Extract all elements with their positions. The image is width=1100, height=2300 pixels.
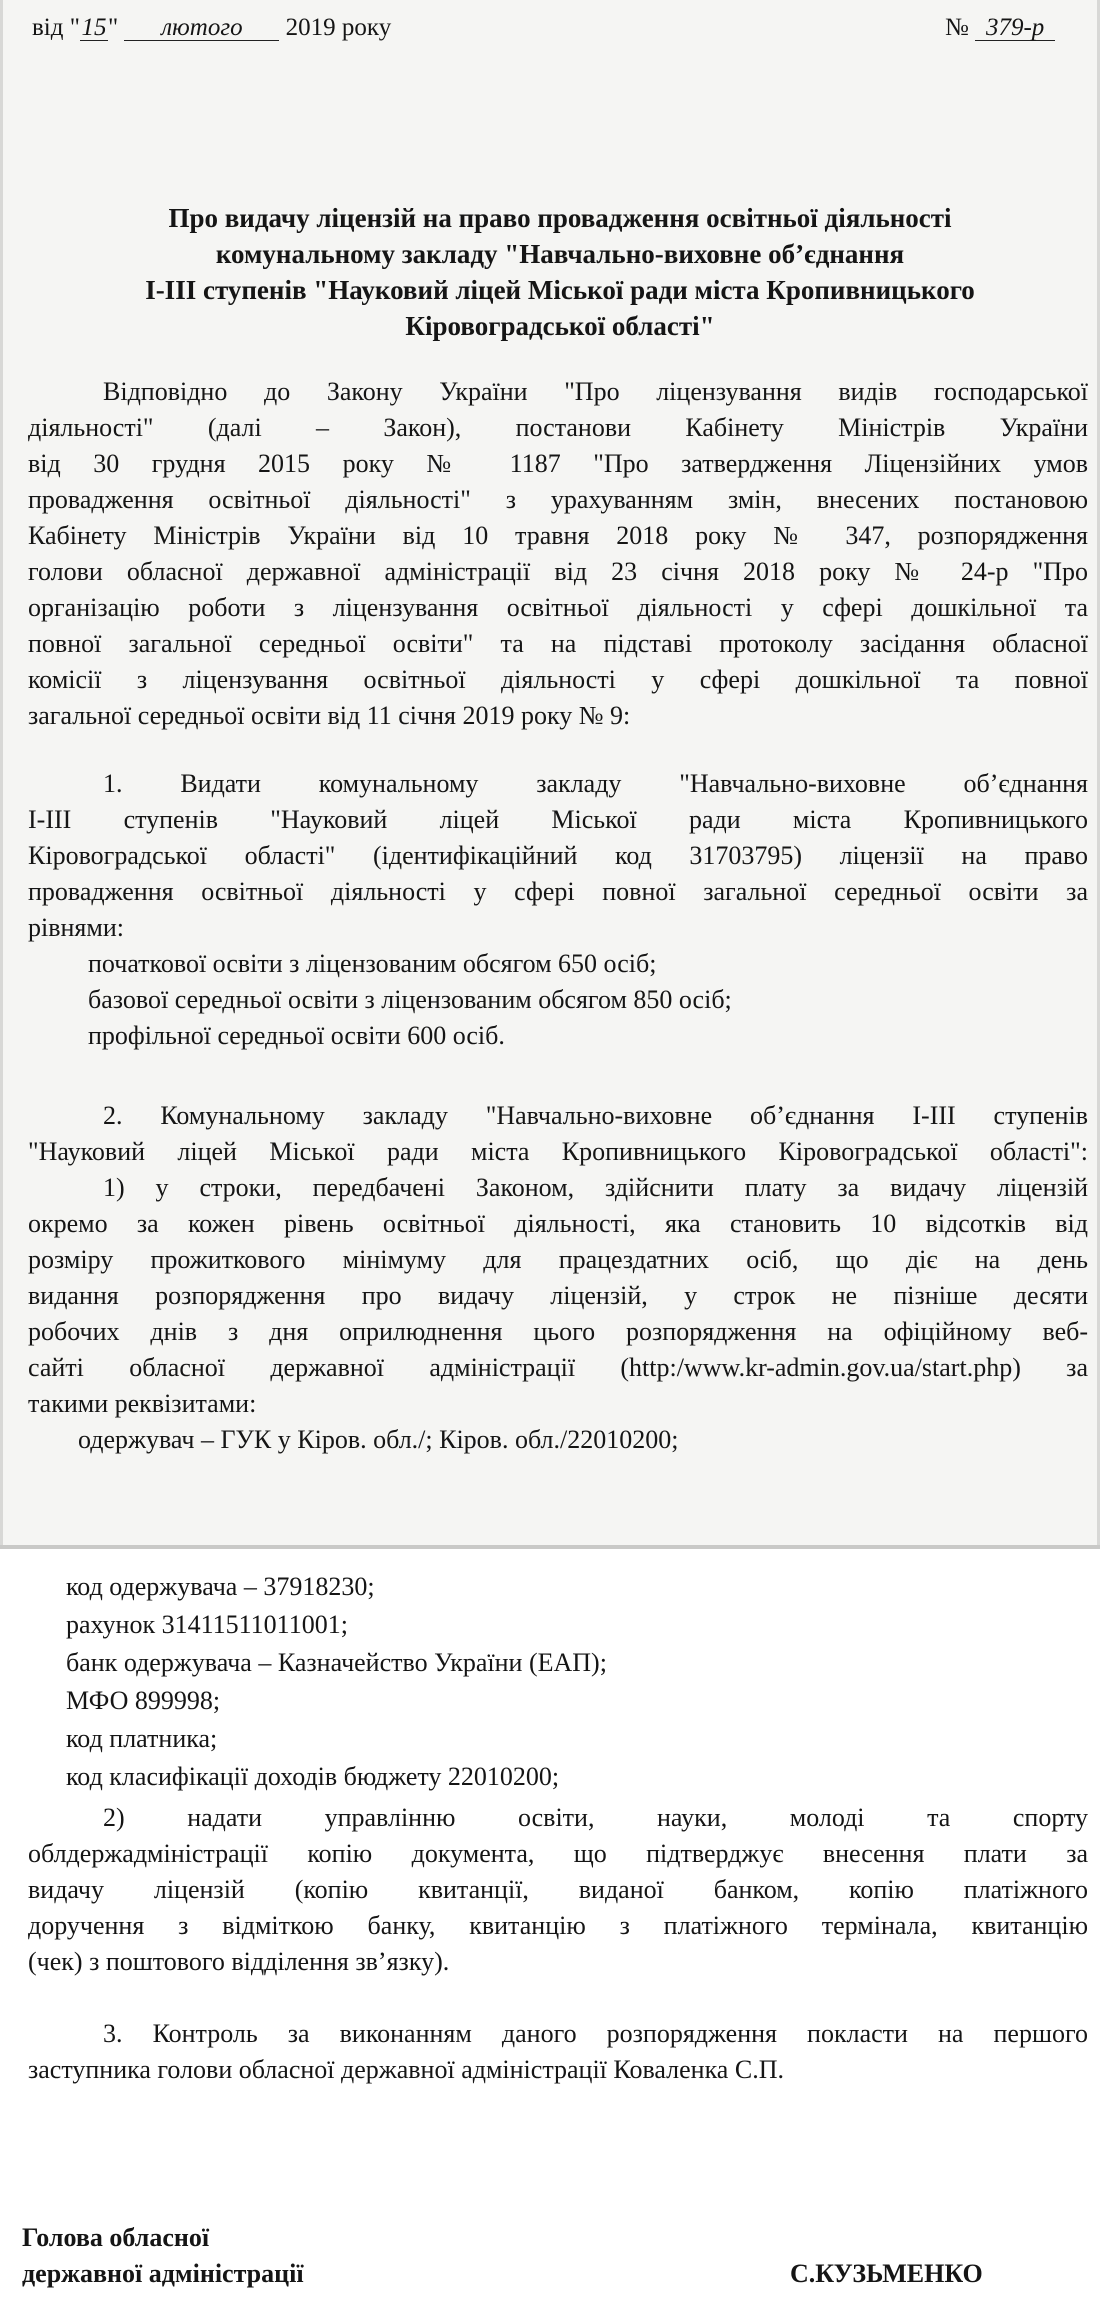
text-line: Відповідно до Закону України "Про ліцензування видів господарської	[103, 377, 1088, 406]
date-prefix: від "	[32, 14, 80, 41]
requisite-account: рахунок 31411511011001;	[66, 1610, 348, 1639]
date-year: 2019 року	[285, 14, 392, 41]
text-line: 1) у строки, передбачені Законом, здійснити плату за видачу ліцензій	[103, 1173, 1088, 1202]
number-value: 379-р	[975, 16, 1055, 41]
text-line: облдержадміністрації копію документа, що підтверджує внесення плати за	[28, 1839, 1088, 1868]
text-line: провадження освітньої діяльності у сфері повної загальної середньої освіти за	[28, 877, 1088, 906]
text-line: І-ІІІ ступенів "Науковий ліцей Міської ради міста Кропивницького	[28, 805, 1088, 834]
title-line: комунальному закладу "Навчально-виховне об’єднання	[215, 239, 905, 269]
number-label: №	[945, 14, 969, 41]
text-line: провадження освітньої діяльності" з урахуванням змін, внесених постановою	[28, 485, 1088, 514]
requisites-list	[66, 1568, 607, 1796]
text-line: діяльності" (далі – Закон), постанови Кабінету Міністрів України	[28, 413, 1088, 442]
text-line: рівнями:	[28, 913, 124, 942]
requisite-budget-code: код класифікації доходів бюджету 22010200;	[66, 1762, 560, 1791]
preamble-paragraph	[28, 374, 1088, 734]
title-line: Про видачу ліцензій на право провадження освітньої діяльності	[168, 203, 952, 233]
text-line: Кіровоградської області" (ідентифікаційний код 31703795) ліцензії на право	[28, 841, 1088, 870]
document-title	[95, 200, 1025, 344]
level-item: базової середньої освіти з ліцензованим обсягом 850 осіб;	[88, 985, 732, 1014]
text-line: такими реквізитами:	[28, 1389, 257, 1418]
text-line: Кабінету Міністрів України від 10 травня 2018 року № 347, розпорядження	[28, 521, 1088, 550]
text-line: видачу ліцензій (копію квитанції, виданої банком, копію платіжного	[28, 1875, 1088, 1904]
text-line: "Науковий ліцей Міської ради міста Кропивницького Кіровоградської області":	[28, 1137, 1088, 1166]
requisite-payer-code: код платника;	[66, 1724, 218, 1753]
text-line: 2) надати управлінню освіти, науки, молоді та спорту	[103, 1803, 1088, 1832]
text-line: голови обласної державної адміністрації від 23 січня 2018 року № 24-р "Про	[28, 557, 1088, 586]
title-line: Кіровоградської області"	[405, 311, 715, 341]
text-line: робочих днів з дня оприлюднення цього розпорядження на офіційному веб-	[28, 1317, 1088, 1346]
title-line: І-ІІІ ступенів "Науковий ліцей Міської ради міста Кропивницького	[145, 275, 975, 305]
level-item: профільної середньої освіти 600 осіб.	[88, 1021, 505, 1050]
text-line: доручення з відміткою банку, квитанцію з платіжного термінала, квитанцію	[28, 1911, 1088, 1940]
text-line: заступника голови обласної державної адміністрації Коваленка С.П.	[28, 2055, 784, 2084]
date-month: лютого	[124, 16, 279, 41]
text-line: окремо за кожен рівень освітньої діяльності, яка становить 10 відсотків від	[28, 1209, 1088, 1238]
order-number	[945, 14, 1055, 42]
requisite-mfo: МФО 899998;	[66, 1686, 221, 1715]
requisite-bank: банк одержувача – Казначейство України (ЕАП);	[66, 1648, 607, 1677]
text-line: загальної середньої освіти від 11 січня 2019 року № 9:	[28, 701, 631, 730]
text-line: 3. Контроль за виконанням даного розпорядження покласти на першого	[103, 2019, 1088, 2048]
order-date	[32, 14, 391, 42]
text-line: 2. Комунальному закладу "Навчально-виховне об’єднання І-ІІІ ступенів	[103, 1101, 1088, 1130]
requisite-recipient: одержувач – ГУК у Кіров. обл./; Кіров. обл./22010200;	[78, 1425, 679, 1454]
text-line: 1. Видати комунальному закладу "Навчально-виховне об’єднання	[103, 769, 1088, 798]
date-quote: "	[107, 14, 119, 41]
level-item: початкової освіти з ліцензованим обсягом 650 осіб;	[88, 949, 657, 978]
text-line: організацію роботи з ліцензування освітньої діяльності у сфері дошкільної та	[28, 593, 1088, 622]
page-divider	[0, 1545, 1100, 1549]
text-line: розміру прожиткового мінімуму для працездатних осіб, що діє на день	[28, 1245, 1088, 1274]
text-line: (чек) з поштового відділення зв’язку).	[28, 1947, 450, 1976]
position-line: Голова обласної	[22, 2223, 210, 2252]
date-day: 15	[81, 14, 107, 41]
text-line: сайті обласної державної адміністрації (http:/www.kr-admin.gov.ua/start.php) за	[28, 1353, 1088, 1382]
item-2	[28, 1098, 1088, 1458]
text-line: від 30 грудня 2015 року № 1187 "Про затвердження Ліцензійних умов	[28, 449, 1088, 478]
text-line: повної загальної середньої освіти" та на підставі протоколу засідання обласної	[28, 629, 1088, 658]
page-edge	[0, 0, 3, 1548]
text-line: видання розпорядження про видачу ліцензій, у строк не пізніше десяти	[28, 1281, 1088, 1310]
requisite-recipient-code: код одержувача – 37918230;	[66, 1572, 375, 1601]
position-line: державної адміністрації	[22, 2259, 304, 2288]
item-3	[28, 2016, 1088, 2088]
signatory-position	[22, 2220, 304, 2292]
signatory-name: С.КУЗЬМЕНКО	[790, 2259, 983, 2288]
text-line: комісії з ліцензування освітньої діяльності у сфері дошкільної та повної	[28, 665, 1088, 694]
item-2-2	[28, 1800, 1088, 1980]
item-1	[28, 766, 1088, 1054]
